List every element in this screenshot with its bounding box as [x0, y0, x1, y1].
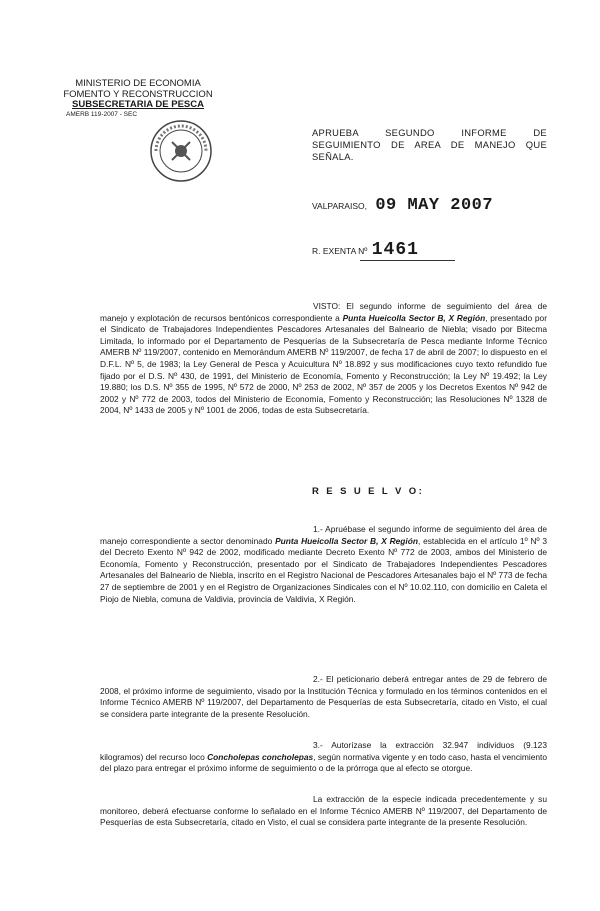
item-1-paragraph	[100, 524, 547, 605]
letterhead	[58, 79, 218, 119]
item-2-paragraph: 2.- El peticionario deberá entregar antes de 29 de febrero de 2008, el próximo informe de seguimiento, visado por la Institución Técnica y formulado en los términos contenidos en el Informe Técnico AMERB Nº 119/2007, del Departamento de Pesquerías de esta Subsecretaría, citado en Visto, el cual se considera parte integrante de la presente Resolución.	[100, 674, 547, 719]
item-3-text-2: , según normativa vigente y en todo caso, hasta el vencimiento del plazo para entregar el próximo informe de seguimiento o de la prórroga que al efecto se otorgue.	[100, 751, 547, 774]
item-3-paragraph	[100, 740, 547, 775]
place: VALPARAISO,	[312, 201, 367, 211]
resolution-number	[312, 240, 419, 260]
letterhead-fomento: FOMENTO Y RECONSTRUCCION	[63, 88, 213, 100]
visto-text-1: VISTO: El segundo informe de seguimiento del área de manejo y explotación de recursos bentónicos correspondiente a	[100, 301, 547, 323]
subject-line-2: SEGUIMIENTO DE AREA DE MANEJO QUE	[312, 139, 547, 150]
letterhead-subsecretaria: SUBSECRETARIA DE PESCA	[72, 99, 204, 110]
letterhead-ministry: MINISTERIO DE ECONOMIA	[75, 78, 201, 89]
item-3b-paragraph: La extracción de la especie indicada precedentemente y su monitoreo, deberá efectuarse conforme lo señalado en el Informe Técnico AMERB Nº 119/2007, del Departamento de Pesquerías de esta Subsecretaría, citado en Visto, el cual se considera parte integrante de la presente Resolución.	[100, 794, 547, 828]
item-3-species: Concholepas concholepas	[207, 751, 314, 762]
resuelvo-heading: R E S U E L V O:	[312, 486, 425, 497]
item-3-text-1: 3.- Autorízase la extracción 32.947 individuos (9.123 kilogramos) del recurso loco	[100, 740, 547, 762]
letterhead-amerb: AMERB 119-2007 - SEC	[66, 110, 138, 118]
resolution-number-stamp: 1461	[371, 240, 419, 260]
item-1-text-2: , establecida en el artículo 1º Nº 3 del Decreto Exento Nº 942 de 2002, modificado mediante Decreto Exento Nº 772 de 2003, ambos del Ministerio de Economía, Fomento y Reconstrucción, presentado por el Sindicato de Trabajadores Independientes Pescadores Artesanales del Balneario de Niebla, inscrito en el Registro Nacional de Pescadores Artesanales bajo el Nº 773 de fecha 27 de septiembre de 2001 y en el Registro de Organizaciones Sindicales con el Nº 10.02.110, con domicilio en Caleta el Piojo de Niebla, comuna de Valdivia, provincia de Valdivia, X Región.	[100, 535, 548, 604]
visto-text-2: , presentado por el Sindicato de Trabajadores Independientes Pescadores Artesanales del Balneario de Niebla; visado por Bitecma Limitada, lo informado por el Departamento de Pesquerías de la Subsecretaría de Pesca mediante Informe Técnico AMERB Nº 119/2007, contenido en Memorándum AMERB Nº 119/2007, de fecha 17 de abril de 2007; lo dispuesto en el D.F.L. Nº 5, de 1983; la Ley General de Pesca y Acuicultura Nº 18.892 y sus modificaciones cuyo texto refundido fue fijado por el D.S. Nº 430, de 1991, del Ministerio de Economía, Fomento y Reconstrucción; la Ley Nº 19.492; la Ley 19.880; los D.S. Nº 355 de 1995, Nº 572 de 2000, Nº 253 de 2002, Nº 357 de 2005 y los Decretos Exentos Nº 942 de 2002 y Nº 772 de 2003, todos del Ministerio de Economía, Fomento y Reconstrucción; las Resoluciones Nº 1328 de 2004, Nº 1433 de 2005 y Nº 1001 de 2006, todas de esta Subsecretaría.	[100, 312, 548, 416]
place-date	[312, 196, 493, 215]
resolution-label: R. EXENTA Nº	[312, 246, 368, 256]
item-1-sector: Punta Hueicolla Sector B, X Región	[275, 535, 418, 546]
resolution-subject	[312, 127, 547, 163]
official-seal-stamp	[148, 118, 214, 184]
date-stamp: 09 MAY 2007	[375, 196, 494, 215]
subject-line-3: SEÑALA.	[312, 151, 354, 162]
visto-paragraph	[100, 301, 547, 417]
resolution-underline	[360, 260, 455, 261]
item-1-text-1: 1.- Apruébase el segundo informe de seguimiento del área de manejo correspondiente a sector denominado	[100, 524, 547, 546]
visto-sector: Punta Hueicolla Sector B, X Región	[342, 312, 486, 323]
subject-line-1: APRUEBA SEGUNDO INFORME DE	[312, 127, 547, 138]
